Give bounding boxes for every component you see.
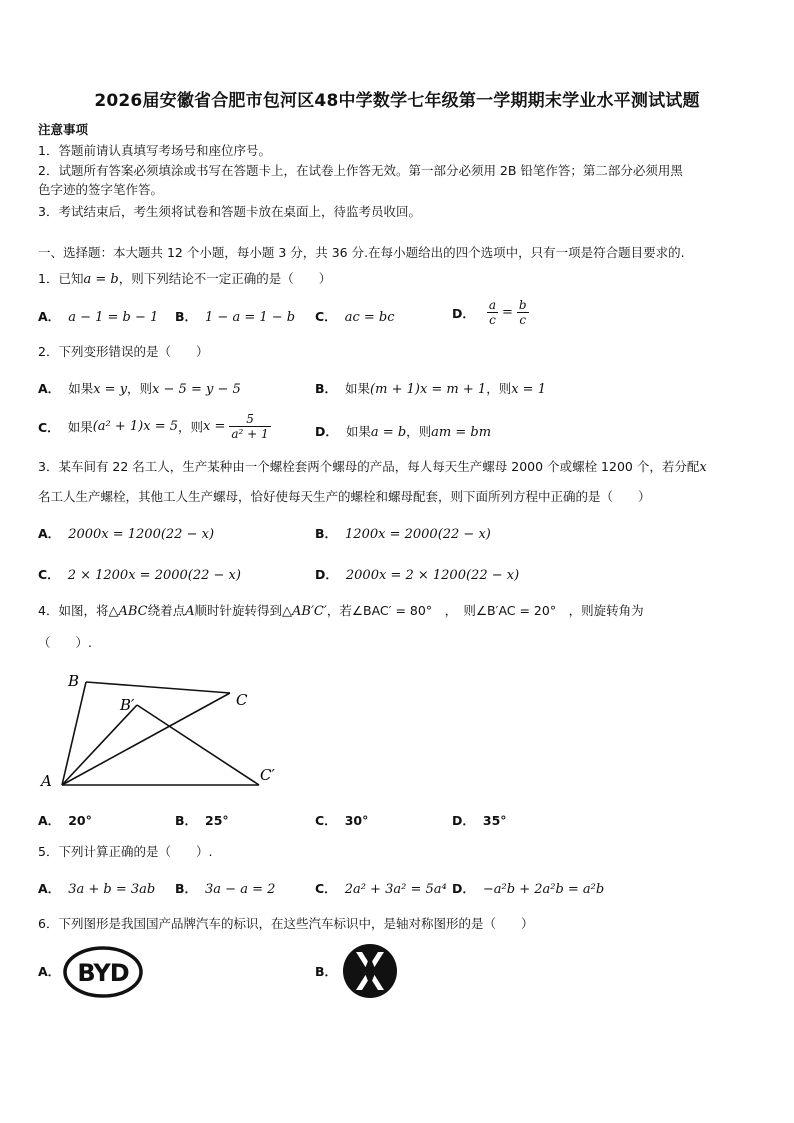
segment-ab-prime xyxy=(62,705,137,785)
rotation-figure xyxy=(38,665,298,795)
segment-b-prime-c-prime xyxy=(137,705,259,785)
label-c: C xyxy=(236,691,248,709)
q6-stem: 6．下列图形是我国国产品牌汽车的标识，在这些汽车标识中，是轴对称图形的是（ ） xyxy=(38,916,534,931)
q2-option-a[interactable]: A． 如果x = y，则x − 5 = y − 5 xyxy=(38,381,241,397)
q2-option-d[interactable]: D． 如果a = b，则am = bm xyxy=(315,424,492,440)
q4-option-c[interactable]: C． 30° xyxy=(315,813,369,828)
label-b-prime: B′ xyxy=(120,696,135,714)
q1-option-a[interactable]: A． a − 1 = b − 1 xyxy=(38,309,159,325)
q3-option-b[interactable]: B． 1200x = 2000(22 − x) xyxy=(315,526,491,542)
q4-option-b[interactable]: B． 25° xyxy=(175,813,229,828)
label-b: B xyxy=(68,672,80,690)
q3-option-c[interactable]: C． 2 × 1200x = 2000(22 − x) xyxy=(38,567,241,583)
q5-option-b[interactable]: B． 3a − a = 2 xyxy=(175,881,276,897)
q4-option-a[interactable]: A． 20° xyxy=(38,813,92,828)
q5-option-d[interactable]: D． −a²b + 2a²b = a²b xyxy=(452,881,605,897)
q3-option-d[interactable]: D． 2000x = 2 × 1200(22 − x) xyxy=(315,567,520,583)
label-c-prime: C′ xyxy=(260,766,275,784)
q3-stem-line1: 3．某车间有 22 名工人，生产某种由一个螺栓套两个螺母的产品，每人每天生产螺母 2000 个或螺栓 1200 个，若分配x xyxy=(38,459,707,475)
q5-stem: 5．下列计算正确的是（ ）. xyxy=(38,844,213,859)
q6-option-a-label[interactable]: A． xyxy=(38,964,61,979)
q1-option-c[interactable]: C． ac = bc xyxy=(315,309,395,325)
q4-stem-line2: （ ）. xyxy=(38,635,92,650)
segment-ab xyxy=(62,682,86,785)
q1-stem: 1．已知a = b，则下列结论不一定正确的是（ ） xyxy=(38,271,332,287)
notice-heading: 注意事项 xyxy=(38,122,89,137)
q2-option-c[interactable]: C． 如果(a² + 1)x = 5，则x = $\frac{5}{\text{a² + 1}}$ xyxy=(38,412,269,441)
dongfeng-logo-icon[interactable] xyxy=(340,942,400,1000)
q3-stem-line2: 名工人生产螺栓，其他工人生产螺母，恰好使每天生产的螺栓和螺母配套，则下面所列方程中正确的是（ ） xyxy=(38,489,651,504)
q6-option-b-label[interactable]: B． xyxy=(315,964,338,979)
q5-option-c[interactable]: C． 2a² + 3a² = 5a⁴ xyxy=(315,881,447,897)
section-heading: 一、选择题：本大题共 12 个小题，每小题 3 分，共 36 分.在每小题给出的四个选项中，只有一项是符合题目要求的. xyxy=(38,245,685,260)
q3-option-a[interactable]: A． 2000x = 1200(22 − x) xyxy=(38,526,215,542)
notice-item-2: 2．试题所有答案必须填涂或书写在答题卡上，在试卷上作答无效。第一部分必须用 2B 铅笔作答；第二部分必须用黑 xyxy=(38,163,683,178)
label-a: A xyxy=(41,772,52,790)
segment-ac xyxy=(62,693,230,785)
q4-option-d[interactable]: D． 35° xyxy=(452,813,507,828)
q4-stem-line1: 4．如图，将△ABC绕着点A顺时针旋转得到△AB′C′，若∠BAC′ = 80° ， 则∠B′AC = 20° ，则旋转角为 xyxy=(38,603,644,619)
svg-text:BYD: BYD xyxy=(77,959,129,987)
page-title: 2026届安徽省合肥市包河区48中学数学七年级第一学期期末学业水平测试试题 xyxy=(94,91,700,111)
q1-option-b[interactable]: B． 1 − a = 1 − b xyxy=(175,309,296,325)
notice-item-2-cont: 色字迹的签字笔作答。 xyxy=(38,182,164,197)
notice-item-3: 3．考试结束后，考生须将试卷和答题卡放在桌面上，待监考员收回。 xyxy=(38,204,421,219)
byd-logo-icon[interactable] xyxy=(62,945,144,999)
q2-stem: 2．下列变形错误的是（ ） xyxy=(38,344,209,359)
q1-option-d[interactable]: D． $\frac{a}{c}$ = $\frac{b}{c}$ xyxy=(452,298,527,327)
q5-option-a[interactable]: A． 3a + b = 3ab xyxy=(38,881,156,897)
q2-option-b[interactable]: B． 如果(m + 1)x = m + 1，则x = 1 xyxy=(315,381,546,397)
segment-bc xyxy=(86,682,230,693)
notice-item-1: 1．答题前请认真填写考场号和座位序号。 xyxy=(38,143,271,158)
